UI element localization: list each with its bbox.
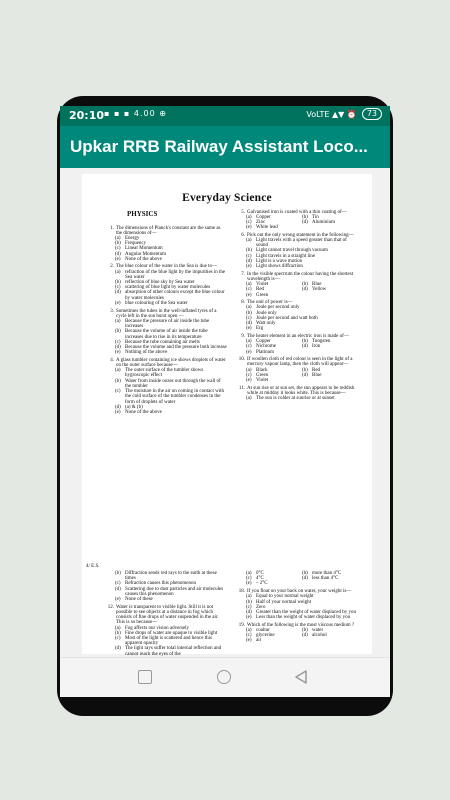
option-text: Copper: [256, 339, 271, 345]
question-item: [105, 358, 227, 368]
option-label: (d): [115, 404, 121, 410]
option-item: [302, 633, 358, 638]
option-item: [105, 379, 227, 389]
question-text: At sun rise or at sun set, the sun appears to be reddish while at midday it looks white. This is because—: [247, 385, 355, 396]
option-label: (b): [115, 241, 121, 247]
option-text: Frequency: [125, 241, 147, 247]
option-text: Light cannot travel through vacuum: [256, 248, 328, 254]
option-label: (c): [246, 344, 252, 350]
option-label: (b): [302, 214, 308, 220]
option-text: None of the above: [125, 409, 162, 415]
right-column-lower: [236, 571, 358, 644]
question-number: 9.: [241, 333, 245, 339]
option-item: [105, 329, 227, 339]
option-text: Green: [256, 372, 269, 378]
option-label: (b): [246, 599, 252, 605]
option-label: (e): [246, 615, 252, 621]
option-item: [105, 350, 227, 355]
option-text: glycerine: [256, 633, 275, 639]
option-text: Joule per second and watt both: [256, 315, 318, 321]
option-item: [105, 319, 227, 329]
question-number: 18.: [238, 589, 245, 595]
question-number: 7.: [241, 271, 245, 277]
option-label: (b): [115, 329, 121, 335]
option-text: Fine drops of water are opaque to visible light: [125, 630, 218, 636]
option-label: (a): [115, 235, 121, 241]
option-label: (a): [246, 214, 252, 220]
option-item: [105, 301, 227, 306]
option-text: scattering of blue light by water molecules: [125, 285, 211, 291]
back-icon: [294, 670, 308, 684]
option-label: (b): [302, 282, 308, 288]
phone-screen: [60, 106, 390, 697]
option-label: (e): [246, 326, 252, 332]
option-label: (c): [246, 372, 252, 378]
option-item: [302, 576, 358, 581]
question-item: [105, 226, 227, 236]
home-button[interactable]: [217, 670, 231, 684]
option-text: less than 4°C: [312, 576, 339, 582]
option-text: Light travels in a straight line: [256, 253, 316, 259]
option-label: (d): [115, 251, 121, 257]
option-text: Equal to your normal weight: [256, 594, 314, 600]
option-text: Erg: [256, 326, 264, 332]
question-number: 3.: [110, 308, 114, 314]
notification-icons: ▪ ▪ ▪ 4.00 ⊕: [104, 109, 167, 118]
option-text: air: [256, 638, 262, 644]
option-label: (d): [302, 219, 308, 225]
question-text: The unit of power is—: [247, 300, 293, 306]
left-column: [105, 223, 227, 415]
option-item: [302, 373, 358, 378]
option-label: (d): [246, 258, 252, 264]
option-text: Black: [256, 367, 268, 373]
option-text: Zero: [256, 604, 266, 610]
battery-icon: 73: [362, 108, 382, 120]
option-label: (c): [115, 389, 121, 395]
option-label: (c): [246, 253, 252, 259]
pdf-viewer[interactable]: [60, 168, 390, 657]
question-text: If you float on your back on water, your weight is—: [247, 589, 352, 595]
option-label: (d): [115, 586, 121, 592]
option-text: absorption of other colours except the blue colour by water molecules: [125, 290, 225, 301]
option-label: (d): [302, 344, 308, 350]
option-label: (e): [246, 225, 252, 231]
option-text: The moisture in the air on coming in contact with the cold surface of the tumbler condenses in the form of droplets of water: [125, 389, 225, 405]
option-label: (c): [115, 285, 121, 291]
question-number: 2.: [110, 264, 114, 270]
option-text: Red: [312, 367, 321, 373]
question-text: Pick out the only wrong statement in the following—: [247, 232, 354, 238]
option-label: (b): [115, 630, 121, 636]
option-item: [105, 410, 227, 415]
app-title: Upkar RRB Railway Assistant Loco...: [70, 137, 368, 156]
app-bar: [60, 126, 390, 168]
option-text: Tungsten: [312, 339, 331, 345]
option-item: [105, 636, 227, 646]
system-icons: [306, 108, 382, 120]
option-label: (b): [246, 248, 252, 254]
option-label: (a): [246, 396, 252, 402]
option-label: (d): [246, 321, 252, 327]
option-text: Joule only: [256, 310, 277, 316]
option-label: (a): [246, 339, 252, 345]
option-item: [105, 290, 227, 300]
option-text: Refraction causes this phenomenon: [125, 581, 196, 587]
option-label: (a): [246, 367, 252, 373]
question-number: 11.: [238, 385, 245, 391]
option-label: (c): [246, 576, 252, 582]
option-item: [105, 646, 227, 656]
question-number: 8.: [241, 300, 245, 306]
question-text: The heater element in an electric iron is made of—: [247, 333, 349, 339]
option-item: [236, 396, 358, 401]
status-time: 20:10: [69, 109, 105, 122]
question-number: 5.: [241, 209, 245, 215]
left-column-lower: [105, 571, 227, 657]
option-text: Aluminium: [312, 219, 336, 225]
option-text: Because the pressure of air inside the tube increases: [125, 318, 210, 330]
recent-apps-button[interactable]: [138, 670, 152, 684]
option-text: Half of your normal weight: [256, 599, 311, 605]
navigation-bar: [60, 657, 390, 697]
option-text: 4°C: [256, 576, 264, 582]
question-item: [236, 357, 358, 367]
option-item: [105, 597, 227, 602]
option-text: more than 4°C: [312, 571, 342, 576]
option-text: Zinc: [256, 219, 266, 225]
option-item: [236, 378, 358, 383]
option-label: (d): [302, 372, 308, 378]
option-label: (a): [246, 571, 252, 576]
option-label: (b): [115, 571, 121, 576]
option-text: Light is a wave motion: [256, 258, 303, 264]
option-label: (e): [115, 350, 121, 356]
option-item: [236, 638, 358, 643]
option-text: Because the volume and the pressure both increase: [125, 344, 227, 350]
option-item: [236, 225, 358, 230]
option-label: (c): [115, 246, 121, 252]
option-label: (e): [246, 581, 252, 587]
option-label: (b): [246, 310, 252, 316]
question-text: The blue colour of the water in the Sea is due to—: [116, 264, 217, 270]
option-text: Nothing of the above: [125, 350, 168, 356]
section-title: PHYSICS: [127, 210, 158, 218]
question-item: [105, 309, 227, 319]
option-text: Linear Momentum: [125, 246, 163, 252]
option-label: (a): [246, 305, 252, 311]
option-text: alcohol: [312, 633, 327, 639]
option-item: [236, 326, 358, 331]
option-item: [236, 581, 358, 586]
option-item: [302, 344, 358, 349]
option-text: Light travels with a speed greater than that of sound: [256, 238, 347, 249]
option-text: 0°C: [256, 571, 264, 576]
network-icons: VoLTE ▲▼ ⏰: [306, 109, 357, 119]
option-label: (d): [115, 646, 121, 652]
option-text: Light shows diffraction: [256, 264, 303, 270]
option-label: (b): [302, 628, 308, 634]
option-item: [236, 615, 358, 620]
question-text: The dimensions of Planck's constant are the same as the dimensions of—: [116, 225, 221, 236]
option-label: (b): [302, 367, 308, 373]
option-label: (c): [246, 287, 252, 293]
option-text: Tin: [312, 214, 319, 220]
option-label: (d): [115, 290, 121, 296]
question-number: 10.: [238, 357, 245, 363]
right-column: [236, 207, 358, 401]
option-text: reflection of blue sky by Sea water: [125, 280, 195, 286]
question-text: Galvanised iron is coated with a thin coating of—: [247, 209, 347, 215]
option-label: (e): [115, 597, 121, 603]
option-label: (e): [246, 378, 252, 384]
option-label: (e): [246, 292, 252, 298]
option-label: (e): [246, 349, 252, 355]
option-item: [105, 257, 227, 262]
option-label: (d): [246, 609, 252, 615]
option-text: Water from inside oozes out through the wall of the tumbler: [125, 378, 221, 389]
option-text: The sun is colder at sunrise or at sunset: [256, 396, 335, 402]
option-label: (b): [302, 339, 308, 345]
option-text: Green: [256, 292, 269, 298]
option-text: refraction of the blue light by the impurities in the Sea water: [125, 269, 226, 280]
option-label: (e): [115, 300, 121, 306]
option-text: – 2°C: [256, 581, 268, 587]
option-label: (c): [246, 604, 252, 610]
question-number: 1.: [110, 225, 114, 231]
option-label: (c): [115, 635, 121, 641]
option-item: [236, 238, 358, 248]
question-item: [236, 272, 358, 282]
option-label: (a): [246, 238, 252, 244]
back-button[interactable]: [294, 670, 308, 684]
option-text: Less than the weight of water displaced by you: [256, 615, 351, 621]
option-text: Platinum: [256, 349, 275, 355]
option-text: Angular Momentum: [125, 251, 166, 257]
option-item: [105, 368, 227, 378]
question-text: A glass tumbler containing ice shows droplets of water on the outer surface because—: [116, 357, 226, 369]
option-label: (c): [246, 219, 252, 225]
question-text: If woollen cloth of red colour is seen in the light of a mercury vapour lamp, then the cloth will appear—: [247, 357, 353, 368]
option-label: (b): [115, 280, 121, 286]
option-item: [105, 571, 227, 581]
pdf-page: [82, 174, 372, 657]
question-number: 6.: [241, 232, 245, 238]
option-item: [236, 293, 358, 298]
option-text: Nichrome: [256, 344, 276, 350]
option-text: Because the volume of air inside the tube increases due to rise in its temperature: [125, 329, 208, 340]
option-label: (b): [115, 378, 121, 384]
option-text: water: [312, 628, 324, 634]
option-item: [302, 287, 358, 292]
option-text: The light rays suffer total internal reflection and cannot reach the eyes of the: [125, 646, 222, 657]
option-label: (e): [115, 409, 121, 415]
option-label: (c): [115, 339, 121, 345]
option-label: (c): [246, 315, 252, 321]
option-text: Red: [256, 287, 265, 293]
question-item: [105, 605, 227, 626]
option-text: None of the above: [125, 256, 162, 262]
option-text: (a) & (b): [125, 404, 143, 410]
option-label: (a): [115, 625, 121, 631]
option-text: blue colouring of the Sea water: [125, 300, 188, 306]
option-text: Blue: [312, 372, 322, 378]
option-label: (d): [115, 344, 121, 350]
question-number: 4.: [110, 357, 114, 363]
option-label: (d): [302, 576, 308, 582]
option-label: (e): [115, 256, 121, 262]
option-label: (c): [115, 581, 121, 587]
option-text: White lead: [256, 225, 278, 231]
page-number: 4/ E.S.: [86, 564, 100, 569]
option-label: (d): [302, 633, 308, 639]
question-text: Sometimes the tubes in the well-inflated tyres of a cycle left in the sun burst open —: [116, 308, 217, 319]
option-item: [236, 264, 358, 269]
option-text: Copper: [256, 214, 271, 220]
option-label: (d): [302, 287, 308, 293]
option-text: Fog affects our vision adversely: [125, 625, 190, 631]
option-text: Energy: [125, 235, 140, 241]
option-item: [236, 350, 358, 355]
option-text: Diffraction sends red rays to the earth at these times: [125, 571, 217, 582]
option-label: (a): [115, 368, 121, 374]
option-label: (a): [246, 594, 252, 600]
option-text: coaltar: [256, 628, 270, 634]
option-text: Watt only: [256, 321, 276, 327]
option-text: Blue: [312, 282, 322, 288]
question-text: In the visible spectrum the colour having the shortest wavelength is—: [247, 271, 354, 282]
option-label: (a): [115, 269, 121, 275]
option-label: (a): [246, 628, 252, 634]
status-bar: [60, 106, 390, 126]
option-text: The outer surface of the tumbler shows hygroscopic effect: [125, 368, 204, 379]
option-item: [105, 389, 227, 405]
question-number: 19.: [238, 622, 245, 628]
question-number: 12.: [107, 604, 114, 610]
question-item: [236, 386, 358, 396]
option-item: [105, 587, 227, 597]
option-text: None of these: [125, 597, 153, 603]
question-text: Water is transparent to visible light. Still it is not possible to see objects at a distance in fog which consists of fine drops of water suspended in the air. This is so because—: [116, 604, 219, 626]
question-text: Which of the following is the most viscous medium ?: [247, 622, 355, 628]
page-title: Everyday Science: [182, 192, 272, 204]
option-item: [105, 270, 227, 280]
option-text: Scattering due to dust particles and air molecules causes this phenomenon: [125, 586, 224, 597]
option-text: Iron: [312, 344, 321, 350]
option-text: Joule per second only: [256, 305, 300, 311]
option-text: Yellow: [312, 287, 327, 293]
option-label: (a): [246, 282, 252, 288]
option-text: Violet: [256, 282, 269, 288]
option-item: [302, 220, 358, 225]
option-text: Most of the light is scattered and hence this apparent opacity: [125, 635, 212, 647]
option-label: (b): [302, 571, 308, 576]
option-label: (e): [246, 638, 252, 644]
option-text: Because the tube containing air melts: [125, 339, 200, 345]
option-text: Greater than the weight of water displaced by you: [256, 609, 356, 615]
option-label: (c): [246, 633, 252, 639]
option-label: (a): [115, 318, 121, 324]
option-text: Violet: [256, 378, 269, 384]
option-label: (e): [246, 264, 252, 270]
